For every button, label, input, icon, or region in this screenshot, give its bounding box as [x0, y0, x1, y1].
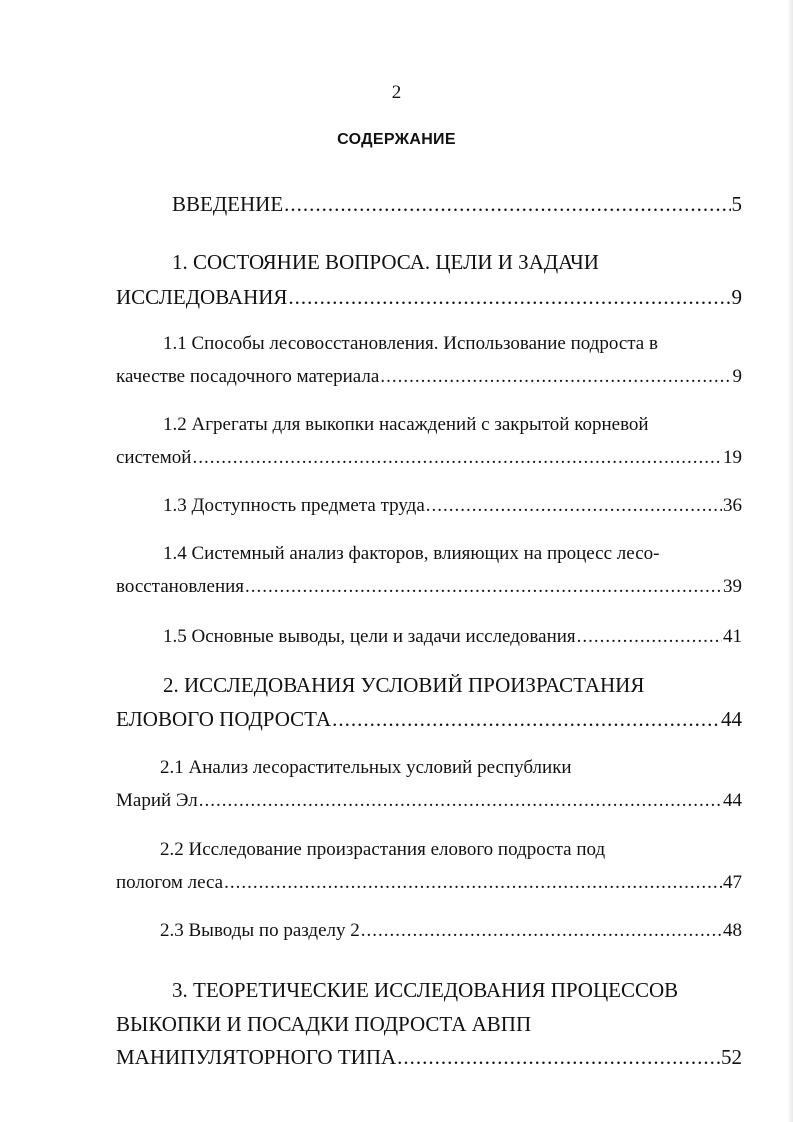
dot-leader	[192, 447, 722, 469]
toc-entry-section-2-2[interactable]	[116, 872, 742, 900]
dot-leader	[199, 790, 722, 812]
toc-entry-intro[interactable]	[172, 192, 742, 220]
toc-entry-page: 41	[723, 626, 742, 647]
toc-entry-section-1-3[interactable]	[163, 495, 742, 523]
toc-entry-page: 36	[723, 495, 742, 516]
toc-entry-title: качестве посадочного материала	[116, 366, 380, 387]
toc-entry-chapter-2[interactable]	[116, 707, 742, 735]
toc-entry-section-1-5[interactable]	[163, 626, 742, 654]
dot-leader	[361, 920, 722, 942]
toc-entry-page: 19	[723, 447, 742, 468]
toc-entry-title: ЕЛОВОГО ПОДРОСТА	[116, 707, 332, 731]
scan-edge-shadow	[787, 0, 793, 1122]
toc-heading: СОДЕРЖАНИЕ	[337, 131, 456, 148]
toc-entry-title: пологом леса	[116, 872, 224, 893]
toc-section-2-2-line1: 2.2 Исследование произрастания елового подроста под	[160, 839, 606, 860]
toc-entry-page: 39	[723, 576, 742, 597]
dot-leader	[284, 192, 730, 217]
dot-leader	[426, 495, 722, 517]
toc-entry-title: 2.3 Выводы по разделу 2	[160, 920, 360, 941]
toc-entry-title: 1.3 Доступность предмета труда	[163, 495, 425, 516]
toc-section-2-1-line1: 2.1 Анализ лесорастительных условий республики	[160, 757, 572, 778]
toc-entry-page: 44	[721, 707, 742, 731]
dot-leader	[224, 872, 722, 894]
toc-entry-page: 44	[723, 790, 742, 811]
toc-section-1-1-line1: 1.1 Способы лесовосстановления. Использование подроста в	[163, 333, 658, 354]
toc-entry-page: 52	[721, 1045, 742, 1069]
toc-entry-page: 47	[723, 872, 742, 893]
toc-entry-page: 9	[732, 366, 742, 387]
toc-entry-page: 48	[723, 920, 742, 941]
toc-entry-title: системой	[116, 447, 192, 468]
toc-entry-title: Марий Эл	[116, 790, 198, 811]
dot-leader	[332, 707, 720, 732]
dot-leader	[288, 285, 730, 310]
toc-section-1-2-line1: 1.2 Агрегаты для выкопки насаждений с закрытой корневой	[163, 414, 649, 435]
page-number: 2	[391, 82, 402, 103]
toc-entry-page: 9	[731, 285, 742, 309]
toc-entry-chapter-1[interactable]	[116, 285, 742, 313]
toc-entry-title: 1.5 Основные выводы, цели и задачи исследования	[163, 626, 576, 647]
toc-section-1-4-line1: 1.4 Системный анализ факторов, влияющих на процесс лесо-	[163, 543, 660, 564]
toc-entry-title: ВВЕДЕНИЕ	[172, 192, 284, 216]
toc-entry-section-1-2[interactable]	[116, 447, 742, 475]
toc-entry-title: ИССЛЕДОВАНИЯ	[116, 285, 288, 309]
toc-entry-title: восстановления	[116, 576, 245, 597]
toc-entry-section-2-1[interactable]	[116, 790, 742, 818]
toc-entry-title: МАНИПУЛЯТОРНОГО ТИПА	[116, 1045, 397, 1069]
toc-entry-section-1-4[interactable]	[116, 576, 742, 604]
toc-chapter-2-line1: 2. ИССЛЕДОВАНИЯ УСЛОВИЙ ПРОИЗРАСТАНИЯ	[163, 673, 645, 697]
toc-chapter-3-line1: 3. ТЕОРЕТИЧЕСКИЕ ИССЛЕДОВАНИЯ ПРОЦЕССОВ	[172, 978, 679, 1002]
dot-leader	[380, 366, 731, 388]
toc-chapter-1-line1: 1. СОСТОЯНИЕ ВОПРОСА. ЦЕЛИ И ЗАДАЧИ	[172, 250, 599, 274]
toc-chapter-3-line2: ВЫКОПКИ И ПОСАДКИ ПОДРОСТА АВПП	[116, 1012, 532, 1036]
toc-entry-chapter-3[interactable]	[116, 1045, 742, 1073]
dot-leader	[245, 576, 722, 598]
toc-entry-page: 5	[731, 192, 742, 216]
dot-leader	[577, 626, 722, 648]
dot-leader	[397, 1045, 720, 1070]
toc-entry-section-1-1[interactable]	[116, 366, 742, 394]
toc-entry-section-2-3[interactable]	[160, 920, 742, 948]
